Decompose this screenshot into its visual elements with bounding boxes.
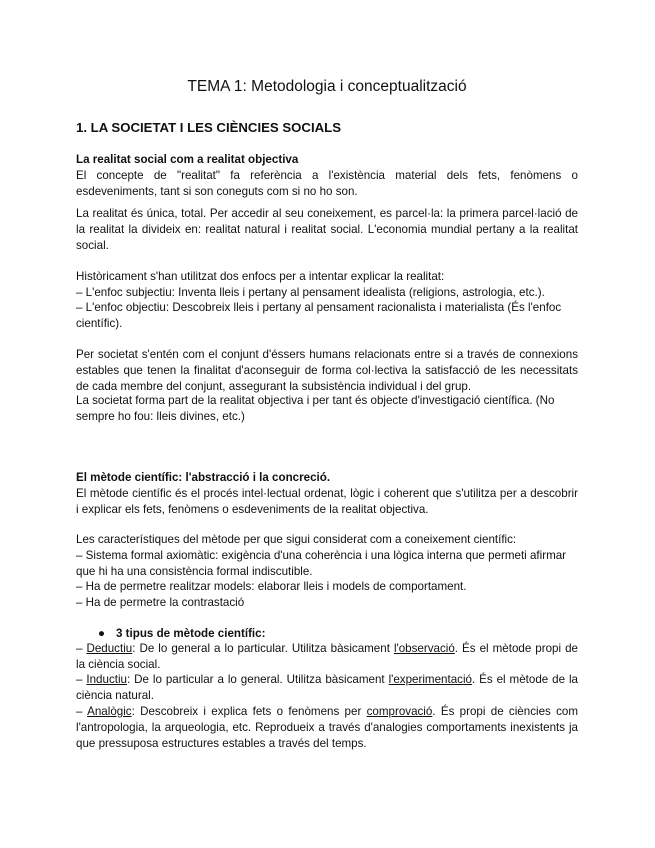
list-item-models: – Ha de permetre realitzar models: elaborar lleis i models de comportament. [76, 580, 467, 593]
method-dash: – [76, 705, 88, 718]
page-title: TEMA 1: Metodologia i conceptualització [187, 78, 467, 95]
method-name: Inductiu [86, 673, 127, 686]
method-text-end: . És el mètode propi de la ciència social. [76, 642, 578, 671]
method-key-term: l'observació [393, 642, 455, 655]
section-heading: 1. LA SOCIETAT I LES CIÈNCIES SOCIALS [76, 120, 341, 135]
paragraph-enfocs-intro: Històricament s'han utilitzat dos enfocs per a intentar explicar la realitat: [76, 270, 445, 283]
paragraph-realitat-concept: El concepte de "realitat" fa referència a l'existència material dels fets, fenòmens o esdeveniments, tant si son coneguts com si no ho son. [76, 169, 578, 198]
list-item-enfoc-subjectiu: – L'enfoc subjectiu: Inventa lleis i pertany al pensament idealista (religions, astrologia, etc.). [76, 286, 545, 299]
paragraph-caracteristiques-intro: Les característiques del mètode per que sigui considerat com a coneixement científic: [76, 533, 517, 546]
method-name: Deductiu [86, 642, 133, 655]
method-key-term: comprovació [366, 705, 433, 718]
method-text: : Descobreix i explica fets o fenòmens per [131, 705, 367, 718]
method-text: : De lo particular a lo general. Utilitza bàsicament [127, 673, 389, 686]
method-type-deductiu [76, 641, 578, 673]
list-item-contrastacio: – Ha de permetre la contrastació [76, 596, 245, 609]
subsection-heading-metode: El mètode científic: l'abstracció i la concreció. [76, 471, 331, 484]
method-dash: – [76, 673, 87, 686]
method-name: Analògic [87, 705, 132, 718]
method-type-inductiu [76, 672, 578, 704]
method-key-term: l'experimentació [388, 673, 472, 686]
paragraph-societat-objectiva: La societat forma part de la realitat objectiva i per tant és objecte d'investigació científica. (No sempre ho fou: lleis divines, etc.) [76, 394, 555, 423]
types-heading-text: 3 tipus de mètode científic: [116, 627, 266, 640]
method-text-end: . És el mètode de la ciència natural. [76, 673, 578, 702]
paragraph-metode-definicio: El mètode científic és el procés intel·lectual ordenat, lògic i coherent que s'utilitza per a descobrir i explicar els fets, fenòmens o esdeveniments de la realitat objectiva. [76, 487, 578, 516]
list-item-enfoc-objectiu: – L'enfoc objectiu: Descobreix lleis i pertany al pensament racionalista i materialista (És l'enfoc científic). [76, 301, 562, 330]
list-item-sistema-formal: – Sistema formal axiomàtic: exigència d'una coherència i una lògica interna que permeti afirmar que hi ha una consistència formal indiscutible. [76, 549, 567, 578]
method-dash: – [76, 642, 87, 655]
method-text: : De lo general a lo particular. Utilitza bàsicament [132, 642, 394, 655]
types-heading [76, 626, 600, 642]
paragraph-realitat-unica: La realitat és única, total. Per accedir al seu coneixement, es parcel·la: la primera parcel·lació de la realitat la divideix en: realitat natural i realitat social. L'economia mundial pertany a la realitat social. [76, 207, 578, 252]
method-type-analogic [76, 704, 578, 752]
method-text-end: . És propi de ciències com l'antropologia, la arqueologia, etc. Reprodueix a través d'analogies comportaments inexistents ja que pressuposa estructures estables a través del temps. [76, 705, 579, 750]
bullet-icon: ● [98, 627, 106, 640]
paragraph-societat-definicio: Per societat s'entén com el conjunt d'éssers humans relacionats entre si a través de connexions estables que tenen la finalitat d'aconseguir de forma col·lectiva la satisfacció de les necessitats de cada membre del conjunt, assegurant la subsistència individual i del grup. [76, 348, 578, 393]
subsection-heading-realitat: La realitat social com a realitat objectiva [76, 153, 299, 166]
